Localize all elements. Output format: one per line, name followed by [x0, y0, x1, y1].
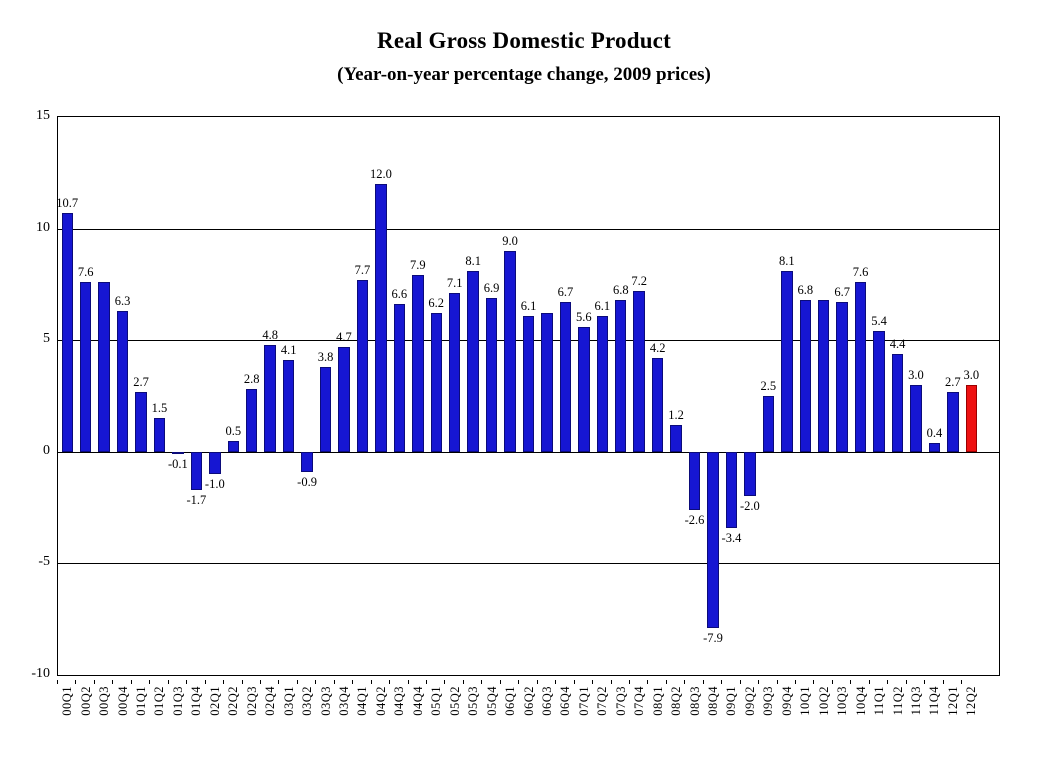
x-tick-label: 09Q3: [761, 686, 776, 716]
bar-value-label: 3.8: [317, 349, 334, 364]
x-tick-label: 09Q4: [779, 686, 794, 716]
bar: [449, 293, 460, 451]
bar-value-label: 0.4: [926, 425, 943, 440]
bar: [486, 298, 497, 452]
x-tick-label: 08Q1: [650, 686, 665, 716]
bar: [320, 367, 331, 452]
x-tick-label: 07Q2: [595, 686, 610, 716]
x-tick-mark: [500, 680, 501, 684]
x-tick-label: 04Q4: [410, 686, 425, 716]
x-tick-mark: [481, 680, 482, 684]
x-tick-mark: [186, 680, 187, 684]
x-tick-mark: [223, 680, 224, 684]
bar: [726, 452, 737, 528]
x-tick-label: 00Q3: [97, 686, 112, 716]
x-tick-mark: [850, 680, 851, 684]
x-tick-mark: [444, 680, 445, 684]
x-tick-label: 00Q2: [78, 686, 93, 716]
x-tick-mark: [112, 680, 113, 684]
x-tick-label: 10Q4: [853, 686, 868, 716]
bar: [633, 291, 644, 452]
bar-value-label: 8.1: [779, 254, 795, 268]
x-tick-label: 03Q3: [318, 686, 333, 716]
y-tick-label: -5: [38, 554, 50, 570]
bar: [412, 275, 423, 451]
x-tick-label: 00Q4: [115, 686, 130, 716]
bar-value-label: -3.4: [721, 530, 742, 545]
x-tick-mark: [408, 680, 409, 684]
x-tick-mark: [131, 680, 132, 684]
x-axis-labels: [57, 680, 1000, 764]
bar: [560, 302, 571, 452]
bar-value-label: 1.5: [151, 401, 168, 416]
bar-value-label: 4.1: [280, 343, 297, 358]
bar-value-label: 8.1: [465, 254, 481, 268]
x-tick-label: 03Q4: [336, 686, 351, 716]
bar-value-label: 7.7: [354, 262, 371, 277]
x-tick-mark: [887, 680, 888, 684]
x-tick-label: 03Q1: [281, 686, 296, 716]
bar: [62, 213, 73, 452]
x-tick-mark: [777, 680, 778, 684]
x-tick-label: 10Q2: [816, 686, 831, 716]
x-tick-mark: [703, 680, 704, 684]
bar: [283, 360, 294, 452]
x-tick-mark: [297, 680, 298, 684]
bar-value-label: -7.9: [703, 631, 723, 646]
bar: [80, 282, 91, 452]
x-tick-label: 06Q2: [521, 686, 536, 716]
x-tick-label: 02Q2: [226, 686, 241, 716]
bar: [117, 311, 128, 452]
bar: [228, 441, 239, 452]
bar-value-label: 10.7: [56, 195, 79, 210]
x-tick-mark: [666, 680, 667, 684]
x-tick-mark: [961, 680, 962, 684]
bar: [357, 280, 368, 452]
bar: [597, 316, 608, 452]
bar-value-label: -1.7: [186, 492, 207, 507]
x-tick-mark: [205, 680, 206, 684]
x-tick-mark: [334, 680, 335, 684]
bar: [394, 304, 405, 451]
x-tick-label: 01Q2: [152, 686, 167, 716]
bar-value-label: -2.6: [684, 512, 705, 527]
x-tick-mark: [537, 680, 538, 684]
x-tick-mark: [463, 680, 464, 684]
bar: [209, 452, 220, 474]
x-tick-mark: [426, 680, 427, 684]
x-tick-label: 08Q2: [669, 686, 684, 716]
bar-value-label: 6.1: [594, 298, 611, 313]
x-tick-mark: [94, 680, 95, 684]
bar: [467, 271, 478, 452]
bar-value-label: 2.7: [133, 374, 149, 389]
bar-value-label: 6.6: [391, 287, 408, 302]
bar: [523, 316, 534, 452]
x-tick-label: 09Q2: [742, 686, 757, 716]
x-tick-label: 12Q1: [945, 686, 960, 716]
x-tick-mark: [371, 680, 372, 684]
page-title: Real Gross Domestic Product: [377, 28, 671, 53]
bar: [154, 418, 165, 451]
bar-value-label: 3.0: [908, 367, 924, 382]
bar: [652, 358, 663, 452]
bar: [910, 385, 921, 452]
bar: [689, 452, 700, 510]
x-tick-label: 01Q1: [134, 686, 149, 716]
x-tick-mark: [684, 680, 685, 684]
x-tick-label: 05Q2: [447, 686, 462, 716]
bar-value-label: 12.0: [369, 166, 392, 181]
x-tick-mark: [278, 680, 279, 684]
bar-value-label: 3.0: [963, 367, 980, 382]
x-tick-mark: [75, 680, 76, 684]
bar: [873, 331, 884, 452]
x-tick-mark: [260, 680, 261, 684]
x-tick-label: 07Q4: [632, 686, 647, 716]
bar: [670, 425, 681, 452]
x-tick-label: 11Q4: [927, 686, 942, 716]
x-tick-label: 09Q1: [724, 686, 739, 716]
bar: [375, 184, 386, 452]
x-tick-mark: [647, 680, 648, 684]
x-tick-label: 06Q4: [558, 686, 573, 716]
x-tick-mark: [906, 680, 907, 684]
bar: [504, 251, 515, 452]
bar-value-label: -2.0: [740, 499, 760, 514]
bar: [947, 392, 958, 452]
bar-value-label: 7.2: [631, 274, 648, 289]
bar: [578, 327, 589, 452]
x-tick-mark: [389, 680, 390, 684]
bar: [98, 282, 109, 452]
bar: [781, 271, 792, 452]
x-tick-label: 07Q1: [576, 686, 591, 716]
x-tick-mark: [149, 680, 150, 684]
x-tick-label: 11Q3: [908, 686, 923, 716]
x-tick-label: 10Q1: [798, 686, 813, 716]
x-tick-mark: [592, 680, 593, 684]
x-tick-label: 01Q4: [189, 686, 204, 716]
bar: [966, 385, 977, 452]
bar-value-label: 6.7: [557, 285, 574, 300]
bar-value-label: 7.9: [409, 258, 426, 273]
x-tick-label: 10Q3: [835, 686, 850, 716]
x-tick-mark: [740, 680, 741, 684]
x-tick-label: 02Q4: [263, 686, 278, 716]
bar: [707, 452, 718, 628]
plot-area: [57, 116, 1000, 676]
bar-value-label: 2.8: [243, 372, 260, 387]
bar-value-label: 7.6: [77, 265, 94, 280]
gridline: [58, 563, 999, 564]
bar: [744, 452, 755, 497]
bar: [800, 300, 811, 452]
bar: [135, 392, 146, 452]
x-tick-mark: [758, 680, 759, 684]
x-tick-label: 01Q3: [170, 686, 185, 716]
x-tick-mark: [943, 680, 944, 684]
x-tick-label: 08Q4: [706, 686, 720, 716]
x-tick-mark: [611, 680, 612, 684]
x-tick-mark: [869, 680, 870, 684]
bar-value-label: -0.9: [297, 474, 317, 489]
x-tick-mark: [555, 680, 556, 684]
x-tick-label: 02Q3: [244, 686, 259, 716]
y-tick-label: 5: [43, 331, 50, 347]
x-tick-mark: [574, 680, 575, 684]
bar: [892, 354, 903, 452]
bar-value-label: 6.7: [834, 285, 850, 300]
y-tick-label: -10: [31, 666, 50, 681]
x-tick-label: 05Q4: [484, 686, 499, 716]
bar-value-label: 4.7: [336, 329, 352, 344]
chart-title-block: [0, 28, 1048, 86]
gridline: [58, 229, 999, 230]
bar-value-label: 4.4: [889, 336, 906, 351]
bar: [431, 313, 442, 451]
bar-value-label: 0.5: [225, 423, 242, 438]
x-tick-label: 11Q1: [872, 686, 887, 716]
x-tick-mark: [315, 680, 316, 684]
y-tick-label: 10: [36, 219, 50, 235]
x-tick-label: 08Q3: [687, 686, 702, 716]
x-tick-label: 04Q3: [392, 686, 407, 716]
x-tick-label: 04Q1: [355, 686, 370, 716]
x-tick-mark: [518, 680, 519, 684]
x-tick-mark: [629, 680, 630, 684]
x-tick-mark: [813, 680, 814, 684]
x-tick-mark: [242, 680, 243, 684]
bar: [301, 452, 312, 472]
bar-value-label: 4.2: [649, 341, 666, 356]
bar-value-label: 9.0: [502, 233, 518, 248]
x-tick-mark: [352, 680, 353, 684]
bar: [191, 452, 202, 490]
x-tick-label: 05Q1: [429, 686, 444, 716]
bar-value-label: -0.1: [168, 457, 188, 472]
bar: [246, 389, 257, 451]
bar-value-label: 4.8: [262, 327, 278, 342]
bar: [264, 345, 275, 452]
x-tick-label: 05Q3: [466, 686, 481, 716]
y-tick-label: 0: [43, 442, 50, 458]
bar-value-label: -1.0: [204, 477, 225, 492]
x-tick-label: 06Q3: [539, 686, 554, 716]
x-tick-label: 11Q2: [890, 686, 905, 716]
bar-value-label: 6.2: [428, 296, 445, 311]
bar: [836, 302, 847, 452]
bar-value-label: 6.9: [483, 280, 500, 295]
bar: [541, 313, 552, 451]
x-tick-label: 07Q3: [613, 686, 628, 716]
bar-value-label: 5.4: [871, 314, 887, 329]
x-tick-mark: [795, 680, 796, 684]
bar-value-label: 2.7: [945, 374, 961, 389]
bar-value-label: 7.6: [852, 265, 869, 280]
bar-value-label: 6.8: [612, 283, 629, 298]
bar-value-label: 6.8: [797, 283, 814, 298]
x-tick-mark: [832, 680, 833, 684]
x-tick-mark: [168, 680, 169, 684]
chart-subtitle: (Year-on-year percentage change, 2009 prices): [337, 64, 711, 85]
bar-value-label: 2.5: [760, 379, 777, 393]
x-tick-label: 06Q1: [503, 686, 518, 716]
x-tick-label: 02Q1: [207, 686, 222, 716]
bar: [172, 452, 183, 454]
x-tick-label: 04Q2: [373, 686, 388, 716]
bar: [615, 300, 626, 452]
x-tick-label: 00Q1: [60, 686, 75, 716]
bar-value-label: 7.1: [446, 276, 463, 291]
bar: [818, 300, 829, 452]
bar-value-label: 6.1: [520, 298, 537, 313]
x-tick-mark: [924, 680, 925, 684]
y-tick-label: 15: [36, 108, 50, 123]
bar: [763, 396, 774, 452]
x-tick-label: 12Q2: [964, 686, 979, 716]
x-tick-mark: [721, 680, 722, 684]
x-tick-label: 03Q2: [300, 686, 315, 716]
bar: [929, 443, 940, 452]
bar: [855, 282, 866, 452]
x-tick-mark: [57, 680, 58, 684]
bar-value-label: 6.3: [114, 294, 131, 309]
bar-value-label: 1.2: [668, 408, 684, 423]
bar: [338, 347, 349, 452]
bar-value-label: 5.6: [576, 309, 592, 324]
